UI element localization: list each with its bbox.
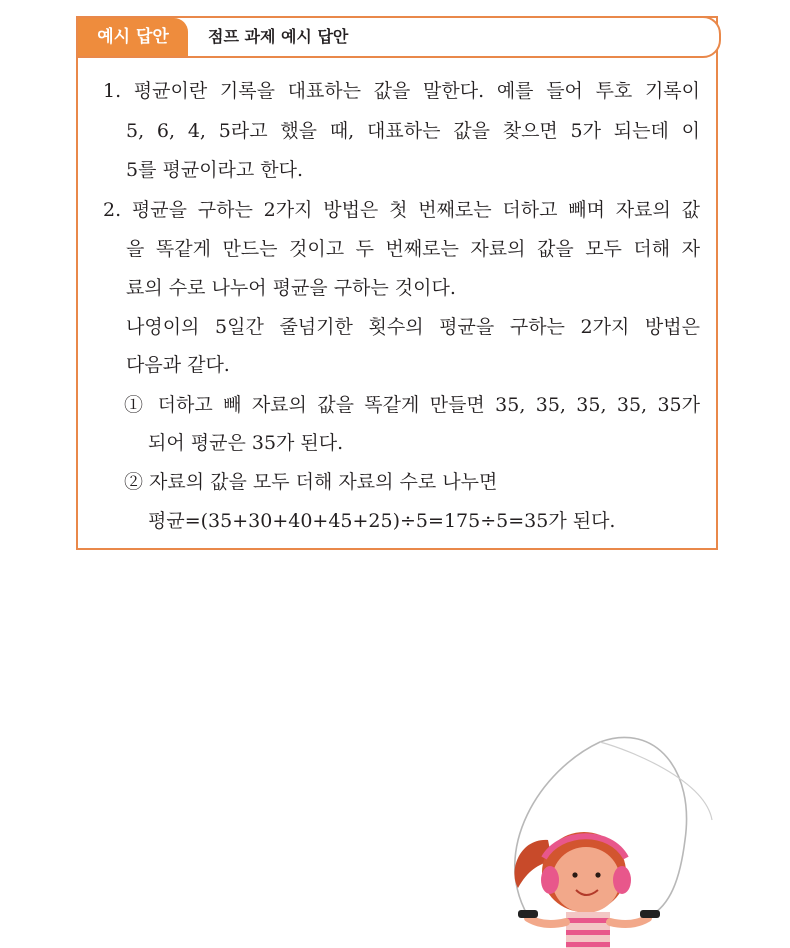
answer-title: 점프 과제 예시 답안: [208, 27, 349, 46]
answer-line-6: 료의 수로 나누어 평균을 구하는 것이다.: [126, 277, 456, 299]
answer-line-5: 을 똑같게 만드는 것이고 두 번째로는 자료의 값을 모두 더해 자: [126, 238, 700, 260]
answer-tag: 예시 답안: [78, 18, 188, 56]
answer-line-11: ② 자료의 값을 모두 더해 자료의 수로 나누면: [124, 471, 498, 493]
answer-box: [76, 16, 718, 550]
answer-line-7: 나영이의 5일간 줄넘기한 횟수의 평균을 구하는 2가지 방법은: [126, 316, 700, 338]
answer-line-12: 평균=(35+30+40+45+25)÷5=175÷5=35가 된다.: [148, 510, 616, 532]
answer-line-9: ① 더하고 빼 자료의 값을 똑같게 만들면 35, 35, 35, 35, 35가: [124, 394, 700, 416]
girl-jumping-rope-illustration: [480, 730, 720, 948]
answer-line-3: 5를 평균이라고 한다.: [126, 159, 304, 181]
answer-line-10: 되어 평균은 35가 된다.: [148, 432, 344, 454]
answer-line-8: 다음과 같다.: [126, 354, 230, 376]
answer-header: [76, 16, 721, 58]
answer-line-1: 1. 평균이란 기록을 대표하는 값을 말한다. 예를 들어 투호 기록이: [103, 80, 700, 102]
answer-line-4: 2. 평균을 구하는 2가지 방법은 첫 번째로는 더하고 빼며 자료의 값: [103, 199, 700, 221]
answer-line-2: 5, 6, 4, 5라고 했을 때, 대표하는 값을 찾으면 5가 되는데 이: [126, 120, 700, 142]
